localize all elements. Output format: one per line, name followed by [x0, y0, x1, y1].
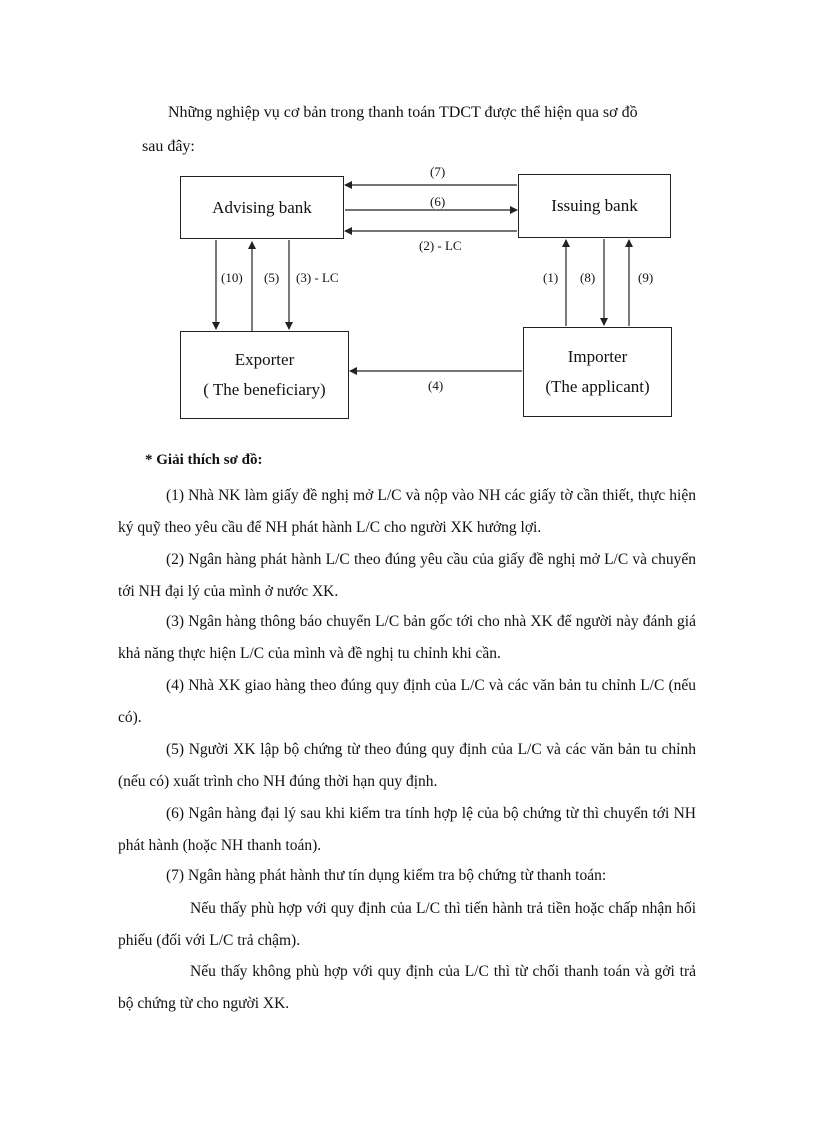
advising-bank-label: Advising bank — [212, 197, 312, 217]
intro-line-2: sau đây: — [142, 138, 195, 155]
label-4: (4) — [428, 378, 444, 393]
explanation-item-8: Nếu thấy phù hợp với quy định của L/C thì tiến hành trả tiền hoặc chấp nhận hối phiếu (đối với L/C trả chậm). — [118, 900, 696, 949]
label-7: (7) — [430, 164, 446, 179]
explanation-heading: * Giải thích sơ đồ: — [145, 452, 263, 468]
explanation-item-6: (6) Ngân hàng đại lý sau khi kiểm tra tính hợp lệ của bộ chứng từ thì chuyển tới NH phát hành (hoặc NH thanh toán). — [118, 805, 696, 854]
explanation-item-1: (1) Nhà NK làm giấy đề nghị mở L/C và nộp vào NH các giấy tờ cần thiết, thực hiện ký quỹ theo yêu cầu để NH phát hành L/C cho người XK hưởng lợi. — [118, 487, 696, 536]
exporter-role-label: ( The beneficiary) — [203, 380, 326, 399]
explanation-item-9: Nếu thấy không phù hợp với quy định của L/C thì từ chối thanh toán và gởi trả bộ chứng từ cho người XK. — [118, 963, 696, 1012]
issuing-bank-label: Issuing bank — [551, 196, 638, 215]
label-8: (8) — [580, 270, 596, 285]
label-3: (3) - LC — [296, 270, 339, 285]
label-2: (2) - LC — [419, 238, 462, 253]
intro-line-1: Những nghiệp vụ cơ bản trong thanh toán TDCT được thể hiện qua sơ đồ — [168, 104, 638, 121]
explanation-item-4: (4) Nhà XK giao hàng theo đúng quy định của L/C và các văn bản tu chỉnh L/C (nếu có). — [118, 677, 696, 726]
label-9: (9) — [638, 270, 654, 285]
label-1: (1) — [543, 270, 559, 285]
importer-label: Importer — [567, 347, 628, 366]
label-6: (6) — [430, 194, 446, 209]
label-10: (10) — [221, 270, 243, 285]
advising-bank-box — [180, 176, 344, 239]
explanation-item-5: (5) Người XK lập bộ chứng từ theo đúng quy định của L/C và các văn bản tu chỉnh (nếu có) xuất trình cho NH đúng thời hạn quy định. — [118, 741, 696, 790]
label-5: (5) — [264, 270, 280, 285]
importer-box — [523, 327, 672, 417]
importer-role-label: (The applicant) — [545, 377, 650, 396]
exporter-label: Exporter — [234, 350, 295, 369]
explanation-item-2: (2) Ngân hàng phát hành L/C theo đúng yêu cầu của giấy đề nghị mở L/C và chuyển tới NH đại lý của mình ở nước XK. — [118, 551, 696, 600]
explanation-item-7: (7) Ngân hàng phát hành thư tín dụng kiểm tra bộ chứng từ thanh toán: — [166, 867, 607, 884]
explanation-item-3: (3) Ngân hàng thông báo chuyển L/C bản gốc tới cho nhà XK để người này đánh giá khả năng thực hiện L/C của mình và đề nghị tu chỉnh khi cần. — [118, 613, 696, 662]
issuing-bank-box — [518, 174, 671, 238]
exporter-box — [180, 331, 349, 419]
